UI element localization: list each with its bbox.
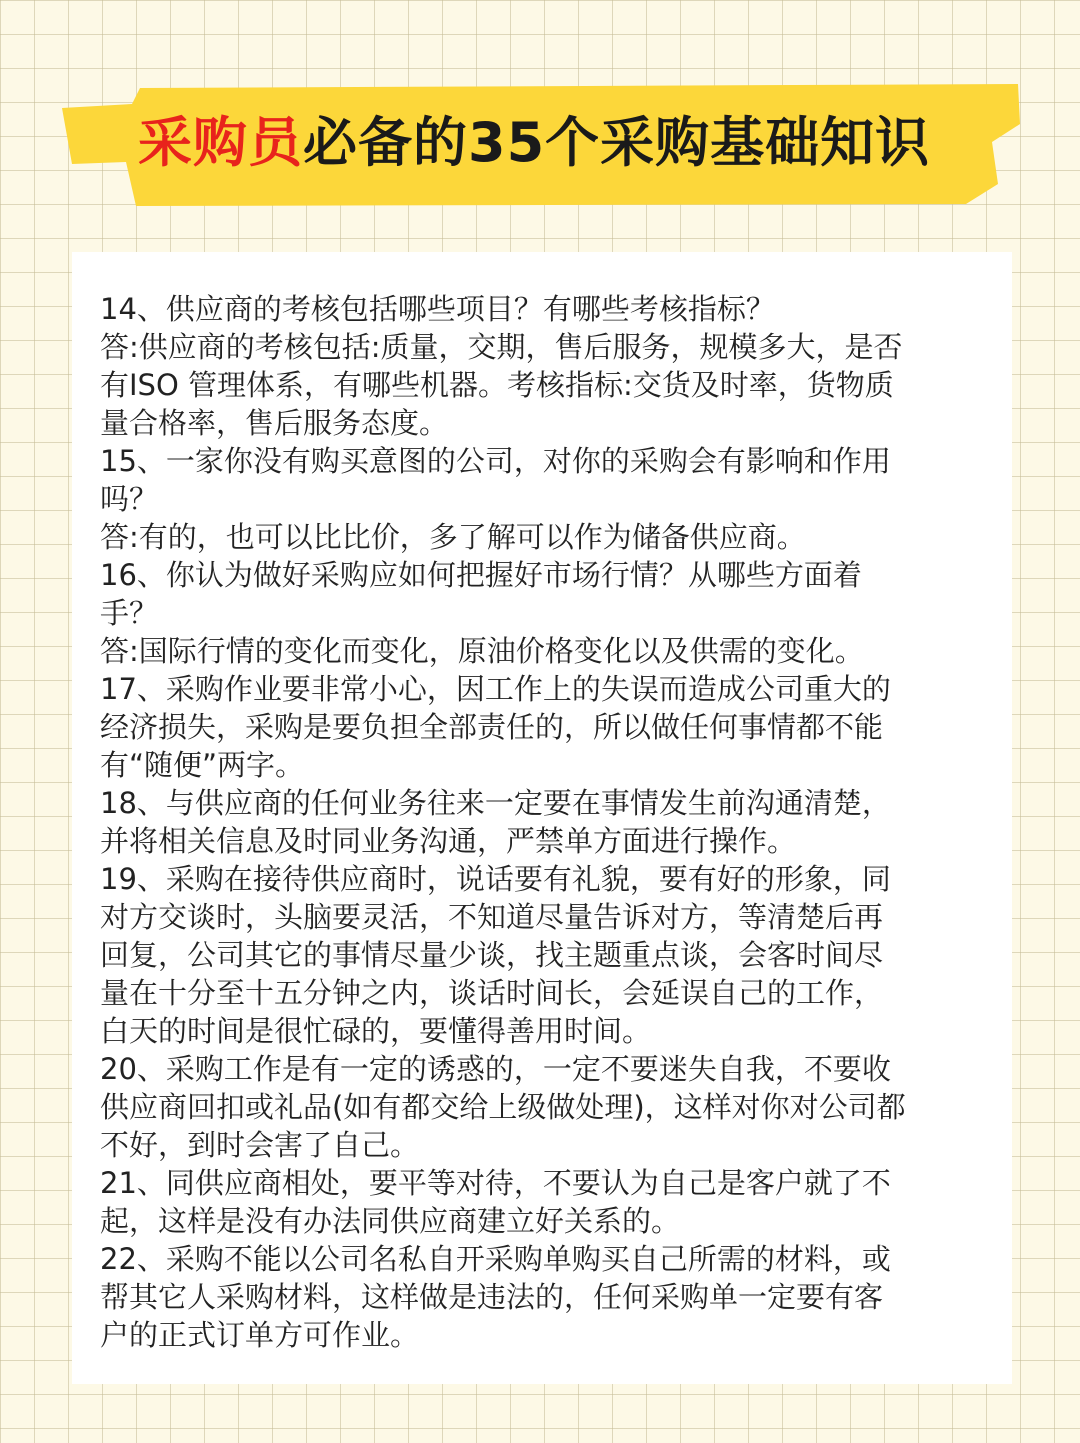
text-line: 答:供应商的考核包括:质量，交期，售后服务，规模多大，是否	[100, 330, 903, 364]
text-line: 帮其它人采购材料，这样做是违法的，任何采购单一定要有客	[100, 1280, 884, 1314]
text-line: 经济损失，采购是要负担全部责任的，所以做任何事情都不能	[100, 710, 884, 744]
text-line: 22、采购不能以公司名私自开采购单购买自己所需的材料，或	[100, 1242, 891, 1276]
text-line: 20、采购工作是有一定的诱惑的，一定不要迷失自我，不要收	[100, 1052, 891, 1086]
content-card	[72, 252, 1012, 1384]
text-line: 有ISO 管理体系，有哪些机器。考核指标:交货及时率，货物质	[100, 368, 894, 402]
text-line: 16、你认为做好采购应如何把握好市场行情？从哪些方面着	[100, 558, 862, 592]
text-line: 不好，到时会害了自己。	[100, 1128, 420, 1162]
text-line: 回复，公司其它的事情尽量少谈，找主题重点谈，会客时间尽	[100, 938, 884, 972]
text-line: 15、一家你没有购买意图的公司，对你的采购会有影响和作用	[100, 444, 891, 478]
text-line: 18、与供应商的任何业务往来一定要在事情发生前沟通清楚，	[100, 786, 891, 820]
text-line: 户的正式订单方可作业。	[100, 1318, 420, 1352]
text-line: 答:有的，也可以比比价，多了解可以作为储备供应商。	[100, 520, 806, 554]
page-title	[138, 108, 998, 178]
text-line: 量在十分至十五分钟之内，谈话时间长，会延误自己的工作，	[100, 976, 884, 1010]
text-line: 吗？	[100, 482, 159, 516]
text-line: 白天的时间是很忙碌的，要懂得善用时间。	[100, 1014, 652, 1048]
text-line: 供应商回扣或礼品(如有都交给上级做处理)，这样对你对公司都	[100, 1090, 906, 1124]
text-line: 量合格率，售后服务态度。	[100, 406, 449, 440]
text-line: 21、同供应商相处，要平等对待，不要认为自己是客户就了不	[100, 1166, 891, 1200]
qa-text-block	[100, 290, 990, 1354]
text-line: 手？	[100, 596, 159, 630]
text-line: 有“随便”两字。	[100, 748, 305, 782]
text-line: 14、供应商的考核包括哪些项目？有哪些考核指标？	[100, 292, 775, 326]
text-line: 19、采购在接待供应商时，说话要有礼貌，要有好的形象，同	[100, 862, 891, 896]
text-line: 对方交谈时，头脑要灵活，不知道尽量告诉对方，等清楚后再	[100, 900, 884, 934]
text-line: 并将相关信息及时同业务沟通，严禁单方面进行操作。	[100, 824, 797, 858]
text-line: 答:国际行情的变化而变化，原油价格变化以及供需的变化。	[100, 634, 864, 668]
text-line: 起，这样是没有办法同供应商建立好关系的。	[100, 1204, 681, 1238]
title-highlight: 采购员	[138, 111, 303, 174]
text-line: 17、采购作业要非常小心，因工作上的失误而造成公司重大的	[100, 672, 891, 706]
title-rest: 必备的35个采购基础知识	[303, 111, 931, 174]
